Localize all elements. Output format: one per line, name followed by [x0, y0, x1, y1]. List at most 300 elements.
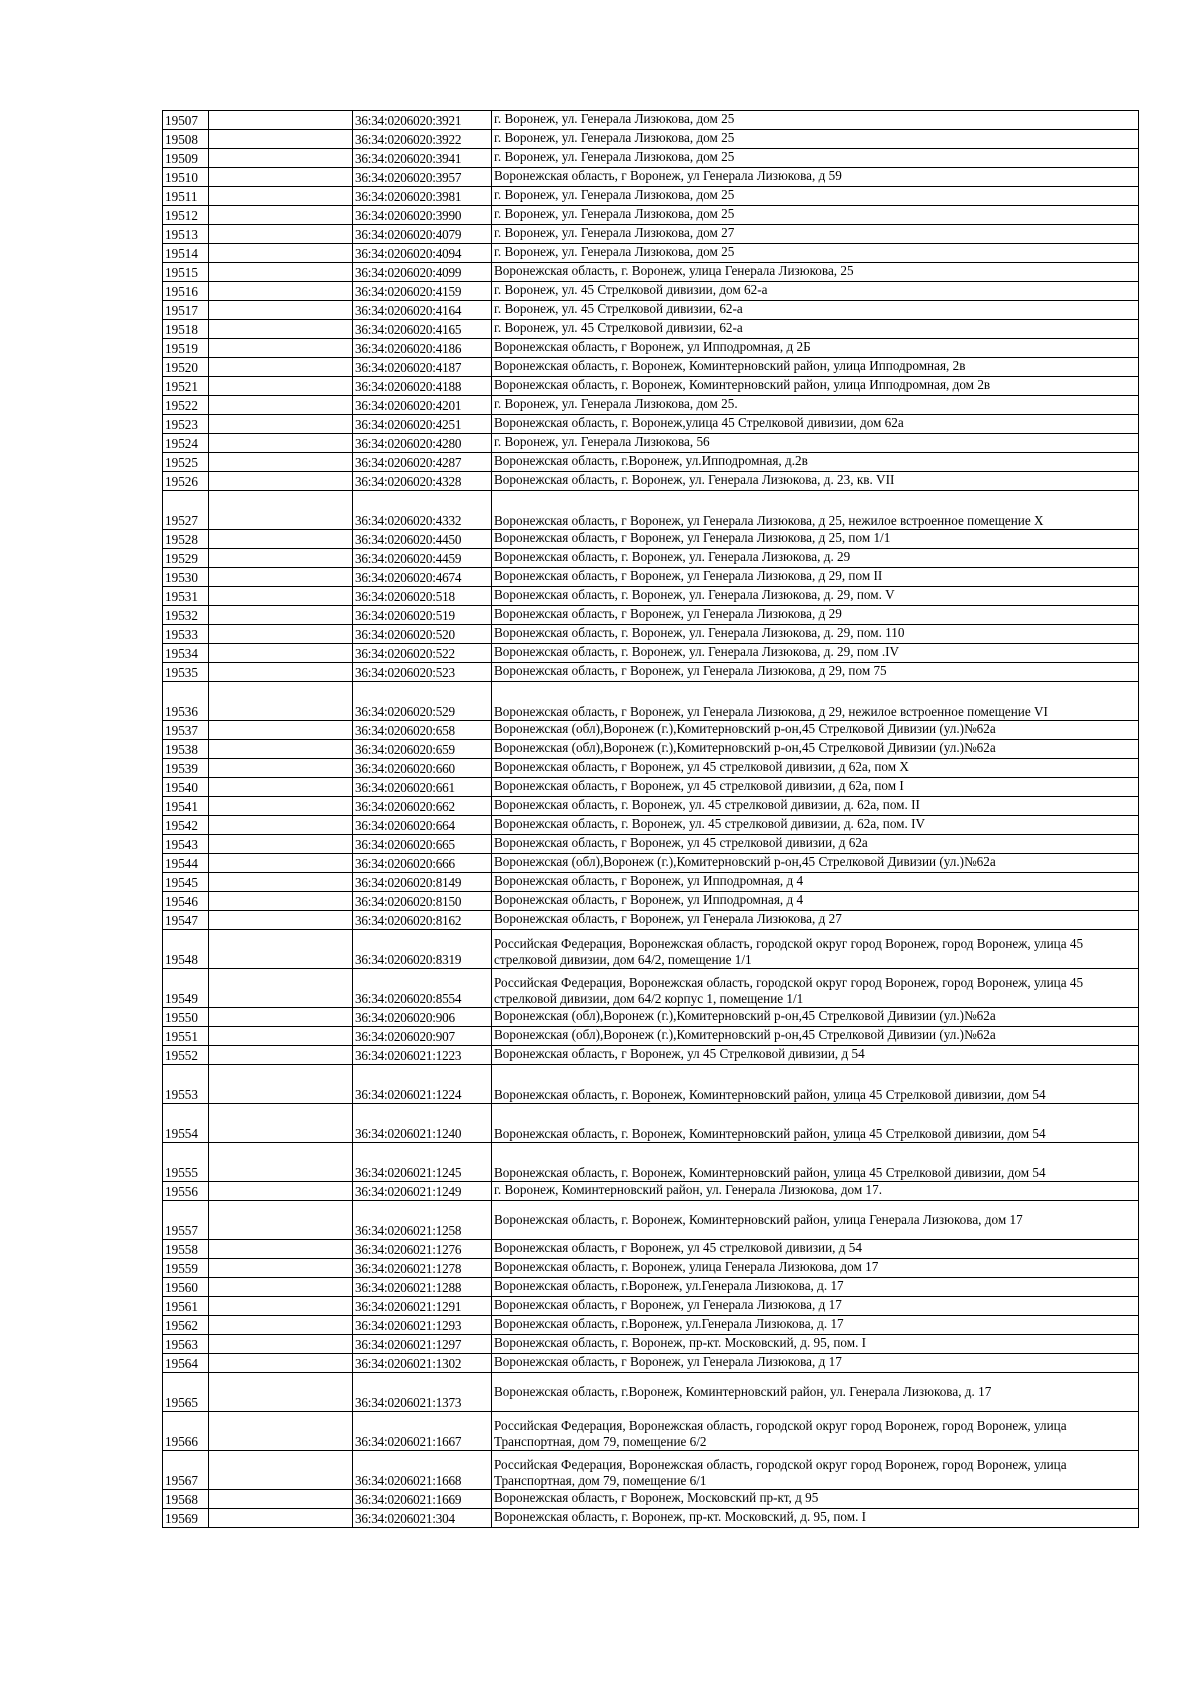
- row-number-cell: 19553: [163, 1065, 209, 1104]
- empty-cell: [209, 644, 353, 663]
- table-row: [163, 206, 1139, 225]
- row-number-cell: 19564: [163, 1354, 209, 1373]
- row-number-cell: 19530: [163, 568, 209, 587]
- table-row: [163, 568, 1139, 587]
- address-cell: Воронежская область, г. Воронеж, пр-кт. Московский, д. 95, пом. I: [492, 1509, 1139, 1528]
- address-cell: г. Воронеж, ул. Генерала Лизюкова, дом 25: [492, 244, 1139, 263]
- empty-cell: [209, 663, 353, 682]
- row-number-cell: 19560: [163, 1278, 209, 1297]
- row-number-cell: 19548: [163, 930, 209, 969]
- address-cell: Воронежская область, г. Воронеж, Коминтерновский район, улица 45 Стрелковой дивизии, дом 54: [492, 1143, 1139, 1182]
- empty-cell: [209, 1373, 353, 1412]
- table-row: [163, 1354, 1139, 1373]
- cadastral-number-cell: 36:34:0206020:529: [353, 682, 492, 721]
- row-number-cell: 19515: [163, 263, 209, 282]
- empty-cell: [209, 263, 353, 282]
- row-number-cell: 19522: [163, 396, 209, 415]
- empty-cell: [209, 168, 353, 187]
- cadastral-number-cell: 36:34:0206021:1293: [353, 1316, 492, 1335]
- table-row: [163, 835, 1139, 854]
- table-row: [163, 911, 1139, 930]
- empty-cell: [209, 682, 353, 721]
- cadastral-number-cell: 36:34:0206021:1258: [353, 1201, 492, 1240]
- empty-cell: [209, 1065, 353, 1104]
- row-number-cell: 19534: [163, 644, 209, 663]
- row-number-cell: 19509: [163, 149, 209, 168]
- row-number-cell: 19537: [163, 721, 209, 740]
- empty-cell: [209, 969, 353, 1008]
- row-number-cell: 19535: [163, 663, 209, 682]
- address-cell: Воронежская область, г. Воронеж, Коминтерновский район, улица Ипподромная, 2в: [492, 358, 1139, 377]
- table-row: [163, 187, 1139, 206]
- table-row: [163, 263, 1139, 282]
- empty-cell: [209, 1354, 353, 1373]
- empty-cell: [209, 816, 353, 835]
- address-cell: г. Воронеж, ул. Генерала Лизюкова, дом 27: [492, 225, 1139, 244]
- cadastral-number-cell: 36:34:0206020:522: [353, 644, 492, 663]
- address-cell: Воронежская область, г. Воронеж, улица Генерала Лизюкова, 25: [492, 263, 1139, 282]
- address-cell: Воронежская область, г. Воронеж,улица 45 Стрелковой дивизии, дом 62а: [492, 415, 1139, 434]
- cadastral-number-cell: 36:34:0206021:1288: [353, 1278, 492, 1297]
- cadastral-number-cell: 36:34:0206020:518: [353, 587, 492, 606]
- cadastral-number-cell: 36:34:0206021:1224: [353, 1065, 492, 1104]
- cadastral-number-cell: 36:34:0206020:3990: [353, 206, 492, 225]
- empty-cell: [209, 1143, 353, 1182]
- row-number-cell: 19547: [163, 911, 209, 930]
- table-row: [163, 625, 1139, 644]
- cadastral-number-cell: 36:34:0206020:3922: [353, 130, 492, 149]
- address-cell: г. Воронеж, ул. 45 Стрелковой дивизии, 62-а: [492, 320, 1139, 339]
- address-cell: Воронежская (обл),Воронеж (г.),Комитерновский р-он,45 Стрелковой Дивизии (ул.)№62а: [492, 1008, 1139, 1027]
- empty-cell: [209, 1490, 353, 1509]
- table-row: [163, 434, 1139, 453]
- row-number-cell: 19555: [163, 1143, 209, 1182]
- row-number-cell: 19541: [163, 797, 209, 816]
- address-cell: Воронежская (обл),Воронеж (г.),Комитерновский р-он,45 Стрелковой Дивизии (ул.)№62а: [492, 854, 1139, 873]
- empty-cell: [209, 1335, 353, 1354]
- table-row: [163, 759, 1139, 778]
- table-row: [163, 721, 1139, 740]
- empty-cell: [209, 1182, 353, 1201]
- cadastral-number-cell: 36:34:0206021:1278: [353, 1259, 492, 1278]
- cadastral-number-cell: 36:34:0206020:666: [353, 854, 492, 873]
- row-number-cell: 19566: [163, 1412, 209, 1451]
- cadastral-number-cell: 36:34:0206020:4186: [353, 339, 492, 358]
- empty-cell: [209, 1008, 353, 1027]
- address-cell: Воронежская область, г. Воронеж, улица Генерала Лизюкова, дом 17: [492, 1259, 1139, 1278]
- row-number-cell: 19507: [163, 111, 209, 130]
- address-cell: Воронежская область, г Воронеж, ул Генерала Лизюкова, д 29: [492, 606, 1139, 625]
- address-cell: Воронежская область, г. Воронеж, Коминтерновский район, улица Генерала Лизюкова, дом 17: [492, 1201, 1139, 1240]
- table-row: [163, 549, 1139, 568]
- table-row: [163, 130, 1139, 149]
- table-row: [163, 644, 1139, 663]
- row-number-cell: 19526: [163, 472, 209, 491]
- cadastral-number-cell: 36:34:0206020:523: [353, 663, 492, 682]
- empty-cell: [209, 244, 353, 263]
- row-number-cell: 19514: [163, 244, 209, 263]
- empty-cell: [209, 1104, 353, 1143]
- table-row: [163, 1316, 1139, 1335]
- address-cell: Воронежская область, г Воронеж, ул Генерала Лизюкова, д 59: [492, 168, 1139, 187]
- table-row: [163, 816, 1139, 835]
- empty-cell: [209, 149, 353, 168]
- table-row: [163, 339, 1139, 358]
- empty-cell: [209, 1509, 353, 1528]
- row-number-cell: 19512: [163, 206, 209, 225]
- empty-cell: [209, 892, 353, 911]
- document-page: [162, 110, 1138, 1528]
- empty-cell: [209, 835, 353, 854]
- table-row: [163, 1509, 1139, 1528]
- empty-cell: [209, 549, 353, 568]
- table-row: [163, 740, 1139, 759]
- table-row: [163, 415, 1139, 434]
- table-row: [163, 854, 1139, 873]
- table-row: [163, 301, 1139, 320]
- empty-cell: [209, 1278, 353, 1297]
- empty-cell: [209, 1316, 353, 1335]
- address-cell: г. Воронеж, ул. Генерала Лизюкова, дом 25: [492, 149, 1139, 168]
- empty-cell: [209, 625, 353, 644]
- cadastral-number-cell: 36:34:0206020:3981: [353, 187, 492, 206]
- address-cell: Воронежская область, г Воронеж, ул Генерала Лизюкова, д 25, нежилое встроенное помещение X: [492, 491, 1139, 530]
- empty-cell: [209, 377, 353, 396]
- row-number-cell: 19554: [163, 1104, 209, 1143]
- empty-cell: [209, 111, 353, 130]
- cadastral-number-cell: 36:34:0206021:1223: [353, 1046, 492, 1065]
- cadastral-number-cell: 36:34:0206020:658: [353, 721, 492, 740]
- row-number-cell: 19562: [163, 1316, 209, 1335]
- table-row: [163, 1490, 1139, 1509]
- cadastral-number-cell: 36:34:0206020:907: [353, 1027, 492, 1046]
- table-row: [163, 606, 1139, 625]
- row-number-cell: 19508: [163, 130, 209, 149]
- row-number-cell: 19516: [163, 282, 209, 301]
- address-cell: Воронежская область, г. Воронеж, Коминтерновский район, улица 45 Стрелковой дивизии, дом 54: [492, 1065, 1139, 1104]
- table-row: [163, 873, 1139, 892]
- address-cell: Воронежская область, г. Воронеж, Коминтерновский район, улица Ипподромная, дом 2в: [492, 377, 1139, 396]
- empty-cell: [209, 396, 353, 415]
- row-number-cell: 19569: [163, 1509, 209, 1528]
- row-number-cell: 19563: [163, 1335, 209, 1354]
- empty-cell: [209, 187, 353, 206]
- address-cell: Воронежская область, г Воронеж, ул 45 стрелковой дивизии, д 62а: [492, 835, 1139, 854]
- table-row: [163, 1297, 1139, 1316]
- cadastral-number-cell: 36:34:0206020:664: [353, 816, 492, 835]
- table-row: [163, 282, 1139, 301]
- address-cell: Воронежская область, г Воронеж, ул Ипподромная, д 2Б: [492, 339, 1139, 358]
- address-cell: Воронежская область, г Воронеж, ул Ипподромная, д 4: [492, 873, 1139, 892]
- address-cell: Воронежская область, г. Воронеж, ул. 45 стрелковой дивизии, д. 62а, пом. IV: [492, 816, 1139, 835]
- row-number-cell: 19549: [163, 969, 209, 1008]
- row-number-cell: 19524: [163, 434, 209, 453]
- row-number-cell: 19559: [163, 1259, 209, 1278]
- row-number-cell: 19536: [163, 682, 209, 721]
- empty-cell: [209, 453, 353, 472]
- cadastral-number-cell: 36:34:0206020:4332: [353, 491, 492, 530]
- empty-cell: [209, 530, 353, 549]
- table-row: [163, 453, 1139, 472]
- empty-cell: [209, 206, 353, 225]
- address-cell: г. Воронеж, ул. Генерала Лизюкова, дом 25: [492, 187, 1139, 206]
- address-cell: Российская Федерация, Воронежская область, городской округ город Воронеж, город Воронеж, улица Транспортная, дом 79, помещение 6/1: [492, 1451, 1139, 1490]
- row-number-cell: 19552: [163, 1046, 209, 1065]
- empty-cell: [209, 1240, 353, 1259]
- table-row: [163, 358, 1139, 377]
- empty-cell: [209, 434, 353, 453]
- empty-cell: [209, 1201, 353, 1240]
- cadastral-number-cell: 36:34:0206020:8319: [353, 930, 492, 969]
- table-row: [163, 1373, 1139, 1412]
- row-number-cell: 19556: [163, 1182, 209, 1201]
- table-row: [163, 587, 1139, 606]
- row-number-cell: 19528: [163, 530, 209, 549]
- cadastral-number-cell: 36:34:0206021:1669: [353, 1490, 492, 1509]
- empty-cell: [209, 358, 353, 377]
- row-number-cell: 19565: [163, 1373, 209, 1412]
- address-cell: Воронежская область, г Воронеж, ул 45 Стрелковой дивизии, д 54: [492, 1046, 1139, 1065]
- table-row: [163, 1143, 1139, 1182]
- row-number-cell: 19520: [163, 358, 209, 377]
- address-cell: Воронежская область, г Воронеж, ул Генерала Лизюкова, д 17: [492, 1354, 1139, 1373]
- address-cell: Воронежская (обл),Воронеж (г.),Комитерновский р-он,45 Стрелковой Дивизии (ул.)№62а: [492, 740, 1139, 759]
- row-number-cell: 19527: [163, 491, 209, 530]
- cadastral-number-cell: 36:34:0206021:1240: [353, 1104, 492, 1143]
- address-cell: г. Воронеж, ул. Генерала Лизюкова, дом 25: [492, 111, 1139, 130]
- empty-cell: [209, 301, 353, 320]
- address-cell: Российская Федерация, Воронежская область, городской округ город Воронеж, город Воронеж, улица 45 стрелковой дивизии, дом 64/2, помещение 1/1: [492, 930, 1139, 969]
- cadastral-number-cell: 36:34:0206021:1302: [353, 1354, 492, 1373]
- address-cell: Российская Федерация, Воронежская область, городской округ город Воронеж, город Воронеж, улица 45 стрелковой дивизии, дом 64/2 корпус 1, помещение 1/1: [492, 969, 1139, 1008]
- row-number-cell: 19561: [163, 1297, 209, 1316]
- cadastral-number-cell: 36:34:0206020:8162: [353, 911, 492, 930]
- row-number-cell: 19510: [163, 168, 209, 187]
- cadastral-number-cell: 36:34:0206020:4459: [353, 549, 492, 568]
- table-row: [163, 1027, 1139, 1046]
- empty-cell: [209, 854, 353, 873]
- cadastral-number-cell: 36:34:0206020:4159: [353, 282, 492, 301]
- cadastral-number-cell: 36:34:0206021:1291: [353, 1297, 492, 1316]
- address-cell: Воронежская область, г Воронеж, ул Генерала Лизюкова, д 25, пом 1/1: [492, 530, 1139, 549]
- empty-cell: [209, 1046, 353, 1065]
- cadastral-number-cell: 36:34:0206020:4287: [353, 453, 492, 472]
- empty-cell: [209, 1027, 353, 1046]
- table-row: [163, 244, 1139, 263]
- empty-cell: [209, 320, 353, 339]
- address-cell: Воронежская область, г.Воронеж, ул.Ипподромная, д.2в: [492, 453, 1139, 472]
- address-cell: Воронежская область, г. Воронеж, ул. 45 стрелковой дивизии, д. 62а, пом. II: [492, 797, 1139, 816]
- address-cell: Воронежская область, г Воронеж, Московский пр-кт, д 95: [492, 1490, 1139, 1509]
- empty-cell: [209, 225, 353, 244]
- address-cell: Воронежская (обл),Воронеж (г.),Комитерновский р-он,45 Стрелковой Дивизии (ул.)№62а: [492, 1027, 1139, 1046]
- table-row: [163, 1240, 1139, 1259]
- cadastral-number-cell: 36:34:0206020:519: [353, 606, 492, 625]
- cadastral-number-cell: 36:34:0206021:304: [353, 1509, 492, 1528]
- table-row: [163, 225, 1139, 244]
- empty-cell: [209, 415, 353, 434]
- row-number-cell: 19511: [163, 187, 209, 206]
- row-number-cell: 19550: [163, 1008, 209, 1027]
- table-row: [163, 1259, 1139, 1278]
- table-row: [163, 1412, 1139, 1451]
- table-row: [163, 1278, 1139, 1297]
- address-cell: Воронежская область, г. Воронеж, ул. Генерала Лизюкова, д. 29, пом. V: [492, 587, 1139, 606]
- table-row: [163, 530, 1139, 549]
- row-number-cell: 19540: [163, 778, 209, 797]
- address-cell: Воронежская область, г Воронеж, ул 45 стрелковой дивизии, д 54: [492, 1240, 1139, 1259]
- table-row: [163, 320, 1139, 339]
- cadastral-number-cell: 36:34:0206020:3921: [353, 111, 492, 130]
- address-cell: Воронежская область, г.Воронеж, Коминтерновский район, ул. Генерала Лизюкова, д. 17: [492, 1373, 1139, 1412]
- table-row: [163, 969, 1139, 1008]
- cadastral-number-cell: 36:34:0206020:662: [353, 797, 492, 816]
- cadastral-number-cell: 36:34:0206020:4188: [353, 377, 492, 396]
- address-cell: Воронежская область, г Воронеж, ул Генерала Лизюкова, д 29, пом 75: [492, 663, 1139, 682]
- cadastral-number-cell: 36:34:0206021:1276: [353, 1240, 492, 1259]
- address-cell: Воронежская область, г. Воронеж, ул. Генерала Лизюкова, д. 29, пом .IV: [492, 644, 1139, 663]
- address-cell: Воронежская область, г. Воронеж, пр-кт. Московский, д. 95, пом. I: [492, 1335, 1139, 1354]
- table-row: [163, 663, 1139, 682]
- empty-cell: [209, 568, 353, 587]
- cadastral-number-cell: 36:34:0206020:659: [353, 740, 492, 759]
- cadastral-number-cell: 36:34:0206021:1245: [353, 1143, 492, 1182]
- address-cell: г. Воронеж, ул. 45 Стрелковой дивизии, 62-а: [492, 301, 1139, 320]
- table-row: [163, 1065, 1139, 1104]
- cadastral-number-cell: 36:34:0206020:4450: [353, 530, 492, 549]
- row-number-cell: 19531: [163, 587, 209, 606]
- empty-cell: [209, 911, 353, 930]
- address-cell: г. Воронеж, Коминтерновский район, ул. Генерала Лизюкова, дом 17.: [492, 1182, 1139, 1201]
- empty-cell: [209, 1259, 353, 1278]
- empty-cell: [209, 930, 353, 969]
- address-cell: Воронежская область, г Воронеж, ул Генерала Лизюкова, д 27: [492, 911, 1139, 930]
- cadastral-number-cell: 36:34:0206021:1668: [353, 1451, 492, 1490]
- row-number-cell: 19521: [163, 377, 209, 396]
- address-cell: г. Воронеж, ул. Генерала Лизюкова, дом 25: [492, 130, 1139, 149]
- row-number-cell: 19546: [163, 892, 209, 911]
- empty-cell: [209, 1451, 353, 1490]
- cadastral-number-cell: 36:34:0206020:8149: [353, 873, 492, 892]
- row-number-cell: 19543: [163, 835, 209, 854]
- table-row: [163, 1182, 1139, 1201]
- table-row: [163, 930, 1139, 969]
- table-row: [163, 168, 1139, 187]
- address-cell: Воронежская область, г. Воронеж, ул. Генерала Лизюкова, д. 23, кв. VII: [492, 472, 1139, 491]
- cadastral-number-cell: 36:34:0206020:4201: [353, 396, 492, 415]
- table-row: [163, 1008, 1139, 1027]
- address-cell: Воронежская область, г Воронеж, ул 45 стрелковой дивизии, д 62а, пом X: [492, 759, 1139, 778]
- empty-cell: [209, 282, 353, 301]
- address-cell: Воронежская область, г. Воронеж, ул. Генерала Лизюкова, д. 29, пом. 110: [492, 625, 1139, 644]
- cadastral-number-cell: 36:34:0206021:1667: [353, 1412, 492, 1451]
- row-number-cell: 19532: [163, 606, 209, 625]
- cadastral-number-cell: 36:34:0206020:4165: [353, 320, 492, 339]
- empty-cell: [209, 472, 353, 491]
- cadastral-number-cell: 36:34:0206020:3957: [353, 168, 492, 187]
- table-row: [163, 682, 1139, 721]
- cadastral-number-cell: 36:34:0206020:4328: [353, 472, 492, 491]
- address-cell: г. Воронеж, ул. Генерала Лизюкова, дом 25.: [492, 396, 1139, 415]
- empty-cell: [209, 873, 353, 892]
- cadastral-number-cell: 36:34:0206020:520: [353, 625, 492, 644]
- cadastral-number-cell: 36:34:0206020:8554: [353, 969, 492, 1008]
- table-row: [163, 491, 1139, 530]
- table-row: [163, 396, 1139, 415]
- empty-cell: [209, 1412, 353, 1451]
- cadastral-number-cell: 36:34:0206020:4280: [353, 434, 492, 453]
- table-row: [163, 797, 1139, 816]
- row-number-cell: 19517: [163, 301, 209, 320]
- cadastral-number-cell: 36:34:0206020:4079: [353, 225, 492, 244]
- table-row: [163, 892, 1139, 911]
- row-number-cell: 19551: [163, 1027, 209, 1046]
- address-cell: Воронежская область, г. Воронеж, Коминтерновский район, улица 45 Стрелковой дивизии, дом 54: [492, 1104, 1139, 1143]
- table-row: [163, 778, 1139, 797]
- table-row: [163, 111, 1139, 130]
- address-cell: Воронежская область, г Воронеж, ул Ипподромная, д 4: [492, 892, 1139, 911]
- address-cell: Воронежская (обл),Воронеж (г.),Комитерновский р-он,45 Стрелковой Дивизии (ул.)№62а: [492, 721, 1139, 740]
- empty-cell: [209, 778, 353, 797]
- empty-cell: [209, 587, 353, 606]
- empty-cell: [209, 740, 353, 759]
- address-cell: Воронежская область, г Воронеж, ул 45 стрелковой дивизии, д 62а, пом I: [492, 778, 1139, 797]
- row-number-cell: 19568: [163, 1490, 209, 1509]
- address-cell: Воронежская область, г. Воронеж, ул. Генерала Лизюкова, д. 29: [492, 549, 1139, 568]
- address-cell: Воронежская область, г Воронеж, ул Генерала Лизюкова, д 17: [492, 1297, 1139, 1316]
- row-number-cell: 19544: [163, 854, 209, 873]
- empty-cell: [209, 797, 353, 816]
- cadastral-number-cell: 36:34:0206020:665: [353, 835, 492, 854]
- table-row: [163, 1046, 1139, 1065]
- row-number-cell: 19558: [163, 1240, 209, 1259]
- registry-table-body: [163, 111, 1139, 1528]
- cadastral-number-cell: 36:34:0206020:4099: [353, 263, 492, 282]
- table-row: [163, 149, 1139, 168]
- address-cell: Российская Федерация, Воронежская область, городской округ город Воронеж, город Воронеж, улица Транспортная, дом 79, помещение 6/2: [492, 1412, 1139, 1451]
- empty-cell: [209, 339, 353, 358]
- cadastral-number-cell: 36:34:0206020:8150: [353, 892, 492, 911]
- row-number-cell: 19538: [163, 740, 209, 759]
- cadastral-registry-table: [162, 110, 1139, 1528]
- table-row: [163, 1335, 1139, 1354]
- cadastral-number-cell: 36:34:0206021:1297: [353, 1335, 492, 1354]
- cadastral-number-cell: 36:34:0206020:906: [353, 1008, 492, 1027]
- row-number-cell: 19525: [163, 453, 209, 472]
- table-row: [163, 1451, 1139, 1490]
- empty-cell: [209, 1297, 353, 1316]
- row-number-cell: 19513: [163, 225, 209, 244]
- row-number-cell: 19523: [163, 415, 209, 434]
- cadastral-number-cell: 36:34:0206020:3941: [353, 149, 492, 168]
- empty-cell: [209, 606, 353, 625]
- cadastral-number-cell: 36:34:0206020:4251: [353, 415, 492, 434]
- row-number-cell: 19542: [163, 816, 209, 835]
- address-cell: г. Воронеж, ул. 45 Стрелковой дивизии, дом 62-а: [492, 282, 1139, 301]
- address-cell: г. Воронеж, ул. Генерала Лизюкова, дом 25: [492, 206, 1139, 225]
- empty-cell: [209, 491, 353, 530]
- cadastral-number-cell: 36:34:0206020:660: [353, 759, 492, 778]
- row-number-cell: 19533: [163, 625, 209, 644]
- address-cell: Воронежская область, г.Воронеж, ул.Генерала Лизюкова, д. 17: [492, 1278, 1139, 1297]
- cadastral-number-cell: 36:34:0206021:1373: [353, 1373, 492, 1412]
- empty-cell: [209, 759, 353, 778]
- cadastral-number-cell: 36:34:0206020:4094: [353, 244, 492, 263]
- row-number-cell: 19567: [163, 1451, 209, 1490]
- row-number-cell: 19539: [163, 759, 209, 778]
- row-number-cell: 19557: [163, 1201, 209, 1240]
- table-row: [163, 472, 1139, 491]
